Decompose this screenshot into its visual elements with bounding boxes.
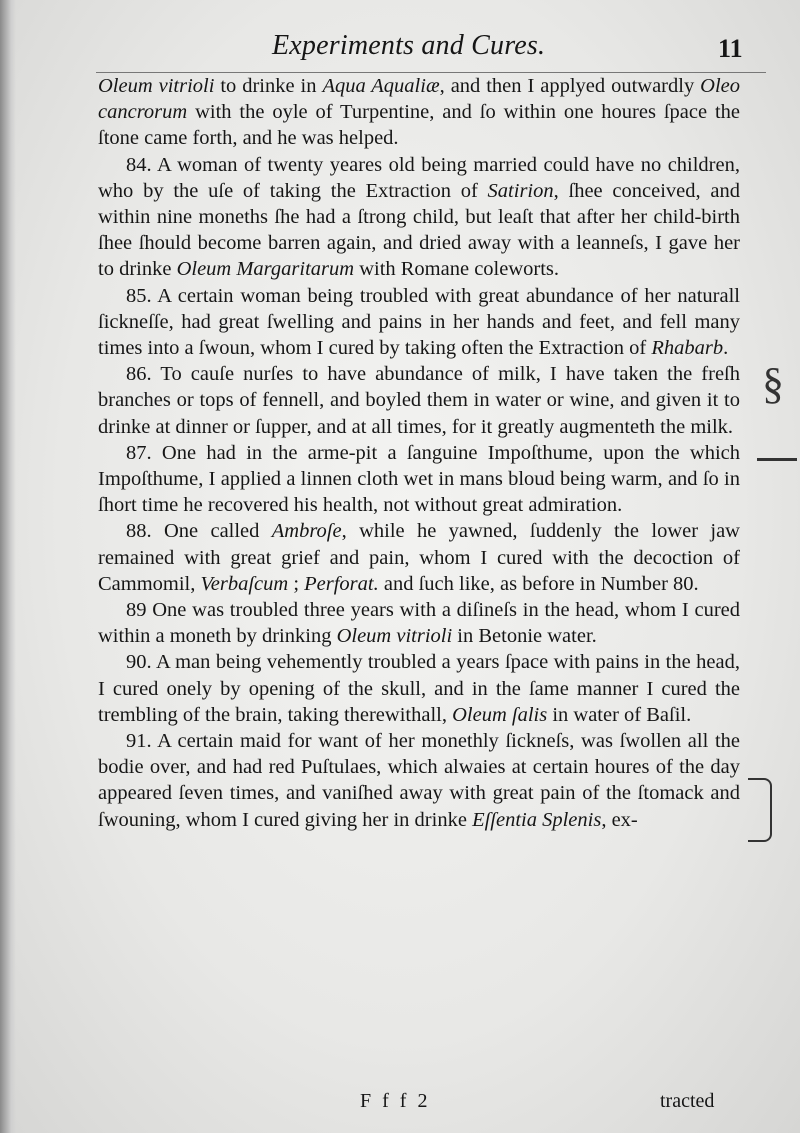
page-header <box>0 28 800 68</box>
catchword: tracted <box>660 1090 715 1112</box>
paragraph-number: 84. <box>126 153 152 176</box>
italic-term: Ambroſe <box>271 520 342 543</box>
text-run: One called <box>151 520 272 543</box>
italic-term: Aqua Aqualiæ <box>322 75 440 97</box>
numbered-paragraph <box>98 440 740 519</box>
text-run: with Romane coleworts. <box>354 258 560 281</box>
numbered-paragraph <box>98 361 740 440</box>
text-run: in water of Baſil. <box>547 703 692 726</box>
body-text <box>98 73 740 833</box>
italic-term: Oleum vitrioli <box>336 625 453 648</box>
paragraph-number: 87. <box>126 441 152 464</box>
italic-term: Oleum vitrioli <box>98 75 215 97</box>
text-run: A woman of twenty yeares old being married could have no children, who by the uſe of taking the Extraction of <box>98 153 740 202</box>
text-run: To cauſe nurſes to have abundance of milk, I have taken the freſh branches or tops of fennell, and boyled them in water or wine, and given it to drinke at dinner or ſupper, and at all times, for it greatly augmenteth the milk. <box>98 363 740 438</box>
text-run: , ex- <box>601 808 638 831</box>
numbered-paragraph <box>98 283 740 362</box>
text-run: to drinke in <box>214 75 323 97</box>
italic-term: Satirion <box>487 179 554 202</box>
numbered-paragraph <box>98 152 740 283</box>
text-run: , and then I applyed outwardly <box>439 75 701 97</box>
paragraph-number: 91. <box>126 730 152 753</box>
margin-bracket-mark <box>748 778 772 842</box>
italic-term: Eſſentia Splenis <box>472 808 602 831</box>
text-run: in Betonie water. <box>452 625 597 648</box>
italic-term: Verbaſcum <box>200 572 289 595</box>
text-run: One was troubled three years with a diſineſs in the head, whom I cured within a moneth by drinking <box>98 599 740 648</box>
paragraph-number: 86. <box>126 363 152 386</box>
text-run: , while he yawned, ſuddenly the lower jaw remained with great grief and pain, whom I cured with the decoction of Cammomil, <box>98 520 740 595</box>
signature-mark: F f f 2 <box>360 1090 431 1112</box>
margin-squiggle-mark: § <box>762 359 784 408</box>
numbered-paragraph <box>98 728 740 833</box>
paragraph-number: 85. <box>126 284 152 307</box>
numbered-paragraph <box>98 518 740 597</box>
italic-term: Oleum ſalis <box>452 703 548 726</box>
numbered-paragraph <box>98 597 740 649</box>
text-run: A man being vehemently troubled a years ſpace with pains in the head, I cured onely by opening of the skull, and in the ſame manner I cured the trembling of the brain, taking therewithall, <box>98 651 740 726</box>
text-run: and ſuch like, as before in Number 80. <box>378 572 699 595</box>
text-run: , ſhee conceived, and within nine moneths ſhe had a ſtrong child, but leaſt that after her child-birth ſhee ſhould become barren again, and dried away with a leanneſs, I gave her to drinke <box>98 179 740 281</box>
paragraph-number: 90. <box>126 651 152 674</box>
text-run: with the oyle of Turpentine, and ſo within one houres ſpace the ſtone came forth, and he was helped. <box>98 101 740 150</box>
paragraph-number: 89 <box>126 599 147 622</box>
page-spine-shadow <box>0 0 16 1133</box>
intro-paragraph <box>98 73 740 152</box>
text-run: ; <box>288 572 305 595</box>
page-footer <box>0 1090 800 1124</box>
running-title: Experiments and Cures. <box>272 30 546 61</box>
italic-term: Oleo cancrorum <box>98 75 740 124</box>
italic-term: Perforat. <box>304 572 379 595</box>
text-run: One had in the arme-pit a ſanguine Impoſthume, upon the which Impoſthume, I applied a linnen cloth wet in mans bloud being warm, and ſo in ſhort time he recovered his health, not without great admiration. <box>98 441 740 517</box>
paragraph-number: 88. <box>126 520 152 543</box>
margin-dash-mark <box>757 458 797 461</box>
text-run: A certain maid for want of her monethly ſickneſs, was ſwollen all the bodie over, and had red Puſtulaes, which alwaies at certain houres of the day appeared ſeven times, and vaniſhed away with great pain of the ſtomack and ſwouning, whom I cured giving her in drinke <box>98 730 740 831</box>
italic-term: Rhabarb <box>651 337 724 360</box>
text-run: A certain woman being troubled with great abundance of her naturall ſickneſſe, had great ſwelling and pains in her hands and feet, and fell many times into a ſwoun, whom I cured by taking often the Extraction of <box>98 284 740 360</box>
text-run: . <box>723 337 729 360</box>
italic-term: Oleum Margaritarum <box>176 258 355 281</box>
page-number: 11 <box>718 34 743 63</box>
numbered-paragraph <box>98 649 740 728</box>
